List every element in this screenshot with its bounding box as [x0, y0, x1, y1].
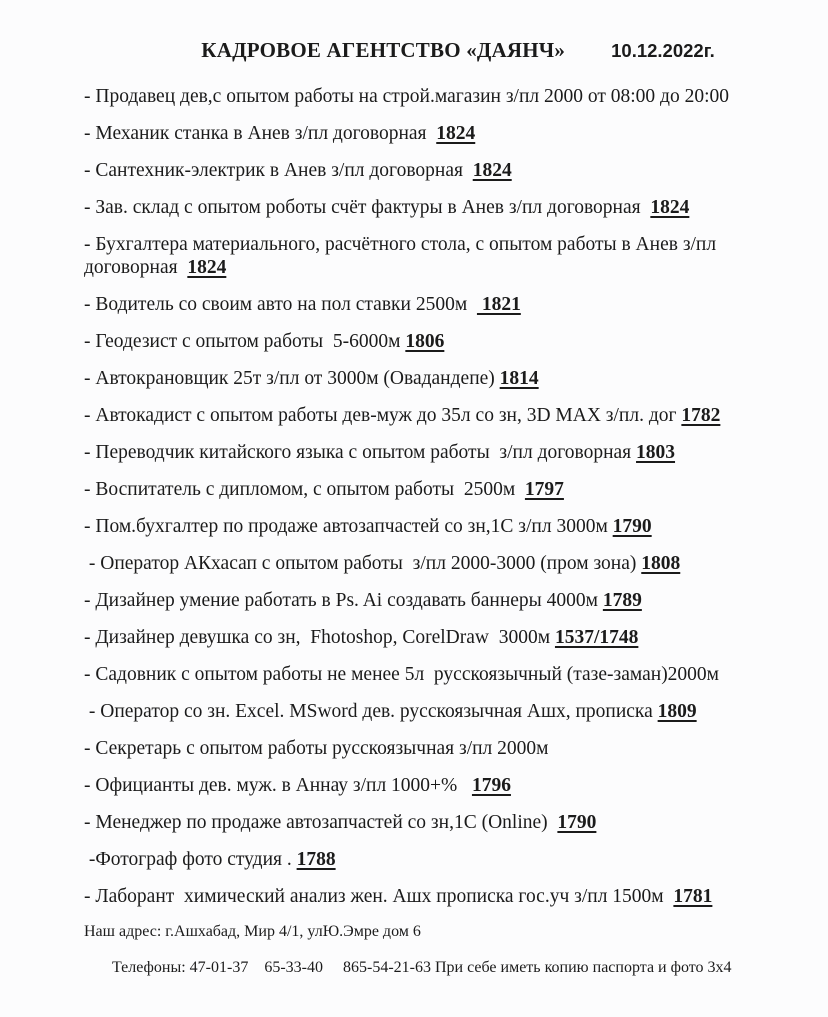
vacancy-line	[84, 159, 776, 182]
vacancy-text: - Водитель со своим авто на пол ставки 2500м	[84, 294, 477, 315]
vacancy-text: - Менеджер по продаже автозапчастей со зн,1С (Online)	[84, 812, 558, 833]
footer-address: Наш адрес: г.Ашхабад, Мир 4/1, улЮ.Эмре дом 6	[84, 923, 421, 940]
vacancy-line	[84, 700, 776, 723]
footer-phones: Телефоны: 47-01-37 65-33-40 865-54-21-63 При себе иметь копию паспорта и фото 3х4	[112, 959, 732, 976]
vacancy-code: 1824	[650, 197, 690, 218]
vacancy-text: - Механик станка в Анев з/пл договорная	[84, 123, 437, 144]
vacancy-line	[84, 848, 776, 871]
vacancy-line	[84, 885, 776, 908]
vacancy-code: 1782	[681, 405, 721, 426]
document-header	[84, 38, 776, 63]
vacancy-code: 1796	[471, 775, 511, 796]
vacancy-code: 1824	[187, 257, 227, 278]
vacancy-code: 1814	[499, 368, 539, 389]
vacancy-code: 1537/1748	[554, 627, 639, 648]
vacancy-line	[84, 233, 776, 279]
vacancy-line	[84, 626, 776, 649]
vacancy-text: - Бухгалтера материального, расчётного стола, с опытом работы в Анев з/пл договорная	[84, 234, 721, 278]
vacancy-code: 1821	[476, 294, 521, 315]
vacancy-text: - Автокрановщик 25т з/пл от 3000м (Овадандепе)	[84, 368, 500, 389]
vacancy-code: 1797	[524, 479, 564, 500]
vacancy-code: 1788	[296, 849, 336, 870]
vacancy-code: 1789	[602, 590, 642, 611]
vacancy-code: 1824	[436, 123, 476, 144]
vacancy-text: - Зав. склад с опытом роботы счёт фактуры в Анев з/пл договорная	[84, 197, 651, 218]
vacancy-text: - Оператор со зн. Excel. MSword дев. русскоязычная Ашх, прописка	[84, 701, 658, 722]
vacancy-line	[84, 122, 776, 145]
vacancy-code: 1808	[641, 553, 681, 574]
vacancy-text: -Фотограф фото студия .	[84, 849, 297, 870]
vacancy-text: - Дизайнер умение работать в Ps. Ai создавать баннеры 4000м	[84, 590, 603, 611]
vacancy-line	[84, 589, 776, 612]
vacancy-line	[84, 811, 776, 834]
vacancy-text: - Автокадист с опытом работы дев-муж до 35л со зн, 3D MAX з/пл. дог	[84, 405, 682, 426]
vacancy-line	[84, 293, 776, 316]
vacancy-text: - Переводчик китайского языка с опытом работы з/пл договорная	[84, 442, 637, 463]
vacancy-text: - Сантехник-электрик в Анев з/пл договорная	[84, 160, 473, 181]
vacancy-code: 1809	[657, 701, 697, 722]
vacancy-line	[84, 441, 776, 464]
vacancy-code: 1806	[405, 331, 445, 352]
vacancy-line	[84, 404, 776, 427]
vacancy-text: - Секретарь с опытом работы русскоязычная з/пл 2000м	[84, 738, 549, 759]
vacancy-text: - Садовник с опытом работы не менее 5л русскоязычный (тазе-заман)2000м	[84, 664, 720, 685]
vacancy-code: 1790	[612, 516, 652, 537]
vacancy-text: - Лаборант химический анализ жен. Ашх прописка гос.уч з/пл 1500м	[84, 886, 674, 907]
vacancy-code: 1781	[673, 886, 713, 907]
vacancy-line	[84, 774, 776, 797]
vacancy-line	[84, 330, 776, 353]
vacancy-text: - Пом.бухгалтер по продаже автозапчастей со зн,1С з/пл 3000м	[84, 516, 613, 537]
page-title: КАДРОВОЕ АГЕНТСТВО «ДАЯНЧ»	[201, 38, 566, 62]
vacancy-list	[84, 85, 776, 908]
vacancy-line	[84, 663, 776, 686]
vacancy-text: - Дизайнер девушка со зн, Fhotoshop, CorelDraw 3000м	[84, 627, 555, 648]
vacancy-code: 1824	[472, 160, 512, 181]
vacancy-text: - Геодезист с опытом работы 5-6000м	[84, 331, 406, 352]
vacancy-text: - Воспитатель с дипломом, с опытом работы 2500м	[84, 479, 525, 500]
vacancy-line	[84, 478, 776, 501]
vacancy-text: - Оператор АКхасап с опытом работы з/пл 2000-3000 (пром зона)	[84, 553, 642, 574]
vacancy-line	[84, 85, 776, 108]
vacancy-line	[84, 552, 776, 575]
vacancy-code: 1790	[557, 812, 597, 833]
vacancy-line	[84, 196, 776, 219]
document-footer	[84, 922, 776, 977]
header-date: 10.12.2022г.	[611, 40, 715, 61]
vacancy-line	[84, 367, 776, 390]
vacancy-line	[84, 737, 776, 760]
vacancy-text: - Официанты дев. муж. в Аннау з/пл 1000+%	[84, 775, 472, 796]
vacancy-text: - Продавец дев,с опытом работы на строй.магазин з/пл 2000 от 08:00 до 20:00	[84, 86, 730, 107]
vacancy-code: 1803	[636, 442, 676, 463]
vacancy-line	[84, 515, 776, 538]
